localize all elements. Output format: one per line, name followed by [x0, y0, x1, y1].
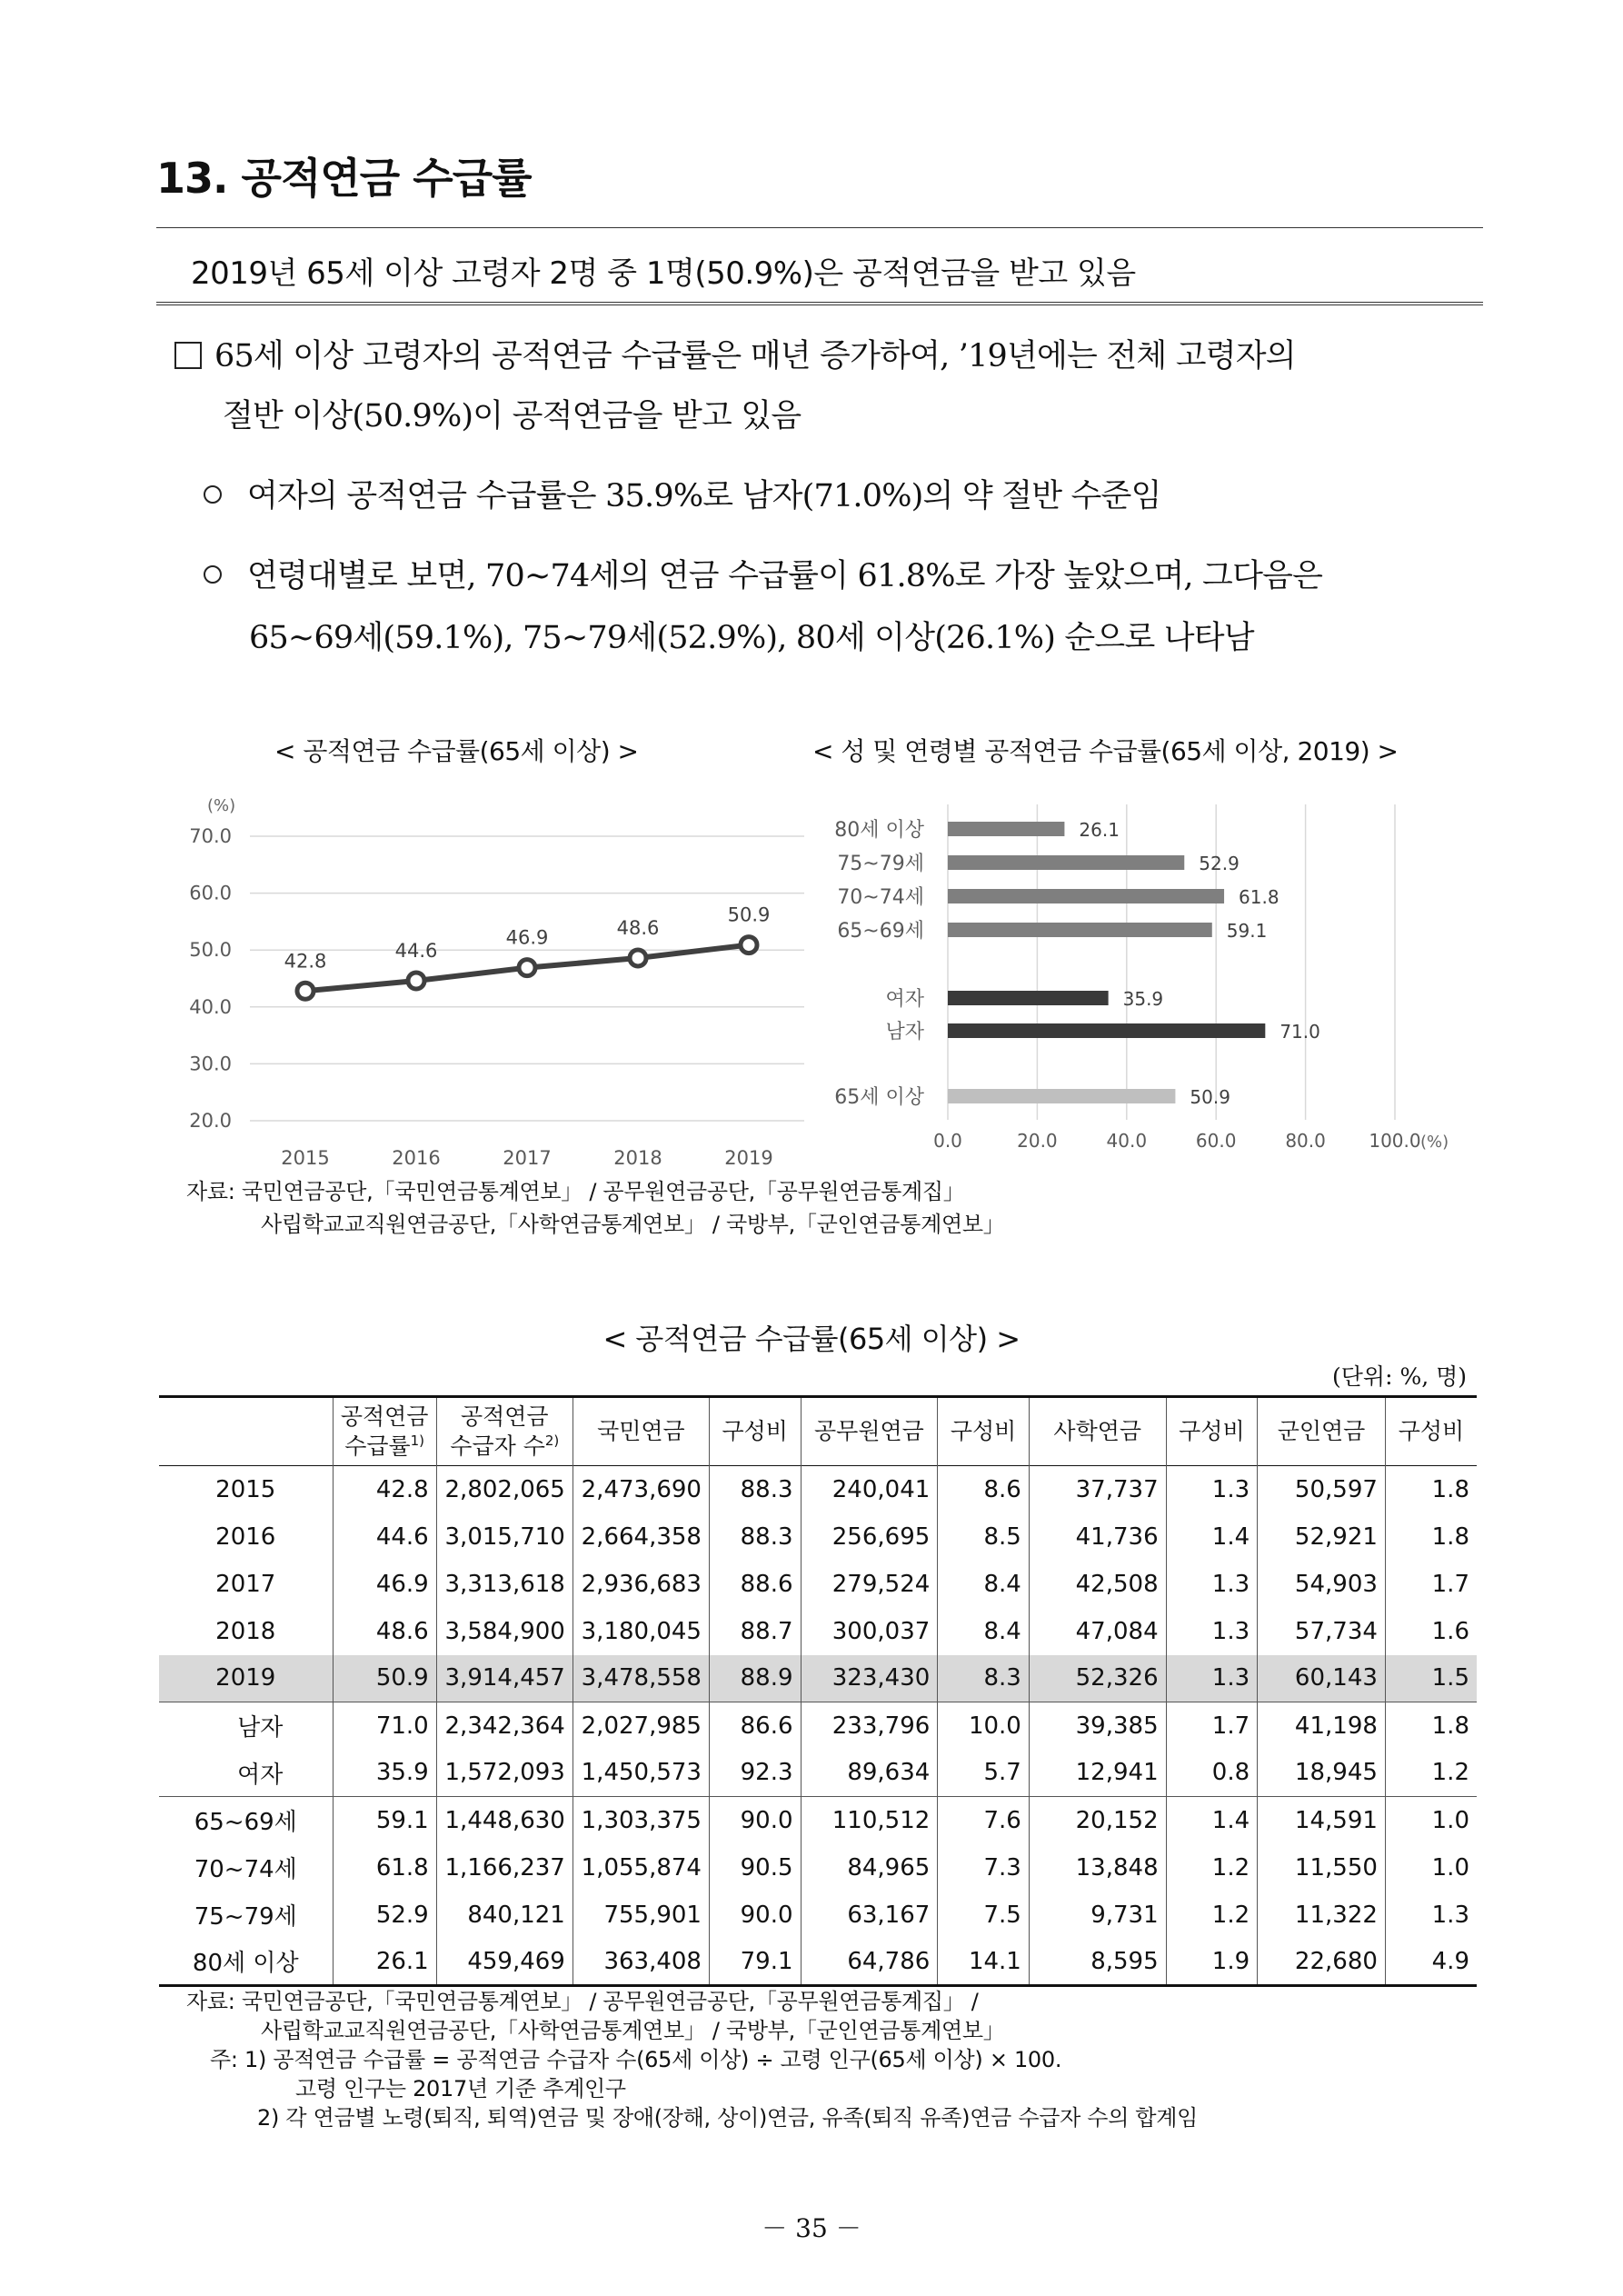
table-cell: 12,941	[1029, 1750, 1166, 1797]
table-unit: (단위: %, 명)	[1332, 1363, 1467, 1390]
table-cell: 52,921	[1258, 1513, 1386, 1561]
table-cell: 54,903	[1258, 1561, 1386, 1608]
table-cell: 42.8	[333, 1466, 436, 1513]
table-cell: 7.3	[938, 1844, 1030, 1892]
y-tick-label: 30.0	[189, 1053, 232, 1075]
table-cell: 1.3	[1166, 1655, 1258, 1702]
table-cell: 2,342,364	[436, 1702, 573, 1750]
table-cell: 8.4	[938, 1608, 1030, 1655]
table-cell: 256,695	[801, 1513, 938, 1561]
header-empty	[159, 1397, 333, 1466]
table-cell: 22,680	[1258, 1939, 1386, 1986]
row-label: 여자	[159, 1750, 333, 1797]
table-cell: 3,478,558	[573, 1655, 709, 1702]
table-cell: 1.0	[1385, 1844, 1477, 1892]
row-label: 2016	[215, 1522, 276, 1551]
table-row	[159, 1797, 1477, 1844]
table-cell: 279,524	[801, 1561, 938, 1608]
y-tick-label: 50.0	[189, 939, 232, 962]
table-cell: 1.7	[1166, 1702, 1258, 1750]
table-cell: 88.6	[709, 1561, 801, 1608]
table-cell: 1.6	[1385, 1608, 1477, 1655]
table-cell: 88.9	[709, 1655, 801, 1702]
header-share: 구성비	[709, 1397, 801, 1466]
table-cell: 90.0	[709, 1892, 801, 1939]
table-cell: 89,634	[801, 1750, 938, 1797]
summary-box: 2019년 65세 이상 고령자 2명 중 1명(50.9%)은 공적연금을 받고 있음	[156, 227, 1483, 305]
table-cell: 9,731	[1029, 1892, 1166, 1939]
category-label: 65~69세	[837, 920, 924, 943]
table-cell: 35.9	[333, 1750, 436, 1797]
table-cell: 7.5	[938, 1892, 1030, 1939]
table-cell: 8.4	[938, 1561, 1030, 1608]
row-label: 70~74세	[159, 1844, 333, 1892]
table-cell: 840,121	[436, 1892, 573, 1939]
table-row	[159, 1561, 1477, 1608]
table-row	[159, 1892, 1477, 1939]
table-cell: 3,015,710	[436, 1513, 573, 1561]
table-cell: 1.3	[1166, 1466, 1258, 1513]
chart-source-line-1: 자료: 국민연금공단,「국민연금통계연보」 / 공무원연금공단,「공무원연금통계집」	[186, 1179, 965, 1204]
x-tick-label: 80.0	[1285, 1130, 1326, 1152]
table-cell: 1.2	[1166, 1844, 1258, 1892]
table-cell: 18,945	[1258, 1750, 1386, 1797]
table-row	[159, 1939, 1477, 1986]
category-label: 65세 이상	[834, 1086, 924, 1109]
table-cell: 11,322	[1258, 1892, 1386, 1939]
table-cell: 37,737	[1029, 1466, 1166, 1513]
square-bullet-icon	[174, 342, 202, 369]
table-cell: 1.2	[1166, 1892, 1258, 1939]
table-cell: 8,595	[1029, 1939, 1166, 1986]
table-cell: 10.0	[938, 1702, 1030, 1750]
table-cell: 2,664,358	[573, 1513, 709, 1561]
table-cell: 86.6	[709, 1702, 801, 1750]
table-cell: 3,584,900	[436, 1608, 573, 1655]
table-cell: 1,055,874	[573, 1844, 709, 1892]
bar	[948, 822, 1064, 836]
table-cell: 79.1	[709, 1939, 801, 1986]
y-tick-label: 60.0	[189, 882, 232, 904]
data-label: 48.6	[616, 916, 660, 939]
header-military: 군인연금	[1258, 1397, 1386, 1466]
data-label: 59.1	[1226, 920, 1268, 942]
paragraph-1	[174, 329, 1296, 384]
table-cell: 1.9	[1166, 1939, 1258, 1986]
table-cell: 4.9	[1385, 1939, 1477, 1986]
table-cell: 300,037	[801, 1608, 938, 1655]
table-cell: 52.9	[333, 1892, 436, 1939]
table-cell: 47,084	[1029, 1608, 1166, 1655]
table-cell: 92.3	[709, 1750, 801, 1797]
table-cell: 90.0	[709, 1797, 801, 1844]
table-cell: 46.9	[333, 1561, 436, 1608]
table-cell: 71.0	[333, 1702, 436, 1750]
table-cell: 1.3	[1385, 1892, 1477, 1939]
x-tick-label: 2018	[613, 1147, 662, 1169]
table-cell: 11,550	[1258, 1844, 1386, 1892]
x-tick-label: 2015	[281, 1147, 330, 1169]
data-point	[519, 960, 535, 976]
row-label: 2015	[215, 1475, 276, 1503]
table-cell: 14.1	[938, 1939, 1030, 1986]
bar	[948, 1089, 1175, 1103]
y-tick-label: 40.0	[189, 995, 232, 1018]
paragraph-3-line-1: 연령대별로 보면, 70~74세의 연금 수급률이 61.8%로 가장 높았으며, 그다음은	[247, 558, 1323, 594]
x-tick-label: 40.0	[1106, 1130, 1148, 1152]
table-cell: 2,027,985	[573, 1702, 709, 1750]
table-cell: 1,166,237	[436, 1844, 573, 1892]
category-label: 75~79세	[837, 853, 924, 875]
table-cell: 1.3	[1166, 1608, 1258, 1655]
table-cell: 60,143	[1258, 1655, 1386, 1702]
header-share: 구성비	[938, 1397, 1030, 1466]
note-2: 2) 각 연금별 노령(퇴직, 퇴역)연금 및 장애(장해, 상이)연금, 유족(퇴직 유족)연금 수급자 수의 합계임	[257, 2105, 1199, 2131]
table-row	[159, 1702, 1477, 1750]
category-label: 70~74세	[837, 886, 924, 909]
row-label: 2019	[215, 1664, 276, 1692]
paragraph-2	[204, 469, 1161, 524]
table-cell: 240,041	[801, 1466, 938, 1513]
table-cell: 1.8	[1385, 1702, 1477, 1750]
y-tick-label: 70.0	[189, 825, 232, 847]
table-cell: 13,848	[1029, 1844, 1166, 1892]
header-national: 국민연금	[573, 1397, 709, 1466]
table-cell: 1.0	[1385, 1797, 1477, 1844]
header-recipients: 공적연금 수급자 수$^{2)}$	[436, 1397, 573, 1466]
table-cell: 48.6	[333, 1608, 436, 1655]
table-cell: 233,796	[801, 1702, 938, 1750]
table-cell: 110,512	[801, 1797, 938, 1844]
header-teachers: 사학연금	[1029, 1397, 1166, 1466]
table-cell: 14,591	[1258, 1797, 1386, 1844]
table-cell: 1.4	[1166, 1513, 1258, 1561]
table-cell: 1,572,093	[436, 1750, 573, 1797]
row-label: 남자	[159, 1702, 333, 1750]
data-point	[630, 950, 646, 966]
section-title: 13. 공적연금 수급률	[156, 154, 532, 203]
table-cell: 57,734	[1258, 1608, 1386, 1655]
table-cell: 63,167	[801, 1892, 938, 1939]
x-tick-label: 2017	[503, 1147, 552, 1169]
bar	[948, 1023, 1265, 1038]
data-point	[408, 973, 424, 989]
table-header-row	[159, 1397, 1477, 1466]
table-cell: 1.5	[1385, 1655, 1477, 1702]
bar-chart-title: < 성 및 연령별 공적연금 수급률(65세 이상, 2019) >	[812, 736, 1399, 766]
table-cell: 3,914,457	[436, 1655, 573, 1702]
row-label: 65~69세	[159, 1797, 333, 1844]
table-cell: 1.8	[1385, 1466, 1477, 1513]
y-tick-label: 20.0	[189, 1110, 232, 1132]
table-cell: 26.1	[333, 1939, 436, 1986]
x-tick-label: 60.0	[1195, 1130, 1237, 1152]
table-cell: 59.1	[333, 1797, 436, 1844]
table-source-line-1: 자료: 국민연금공단,「국민연금통계연보」 / 공무원연금공단,「공무원연금통계집」 /	[186, 1989, 979, 2014]
data-label: 42.8	[284, 950, 327, 973]
pension-table	[159, 1395, 1477, 1987]
table-cell: 1.2	[1385, 1750, 1477, 1797]
row-label: 2018	[215, 1617, 276, 1645]
table-cell: 44.6	[333, 1513, 436, 1561]
table-cell: 88.3	[709, 1513, 801, 1561]
table-cell: 1.7	[1385, 1561, 1477, 1608]
bar	[948, 923, 1212, 937]
paragraph-3	[204, 549, 1322, 604]
table-cell: 3,313,618	[436, 1561, 573, 1608]
table-cell: 50,597	[1258, 1466, 1386, 1513]
table-cell: 1.8	[1385, 1513, 1477, 1561]
table-cell: 1.3	[1166, 1561, 1258, 1608]
paragraph-1-line-2: 절반 이상(50.9%)이 공적연금을 받고 있음	[223, 398, 802, 434]
data-label: 52.9	[1199, 853, 1240, 874]
paragraph-1-line-1: 65세 이상 고령자의 공적연금 수급률은 매년 증가하여, ’19년에는 전체 고령자의	[214, 338, 1296, 374]
table-cell: 459,469	[436, 1939, 573, 1986]
header-share: 구성비	[1166, 1397, 1258, 1466]
data-label: 44.6	[394, 940, 438, 963]
table-cell: 0.8	[1166, 1750, 1258, 1797]
table-cell: 755,901	[573, 1892, 709, 1939]
x-tick-label: 20.0	[1017, 1130, 1058, 1152]
header-civil: 공무원연금	[801, 1397, 938, 1466]
x-tick-label: 0.0	[933, 1130, 962, 1152]
row-label: 75~79세	[159, 1892, 333, 1939]
data-label: 26.1	[1079, 819, 1120, 841]
table-row	[159, 1466, 1477, 1513]
table-cell: 5.7	[938, 1750, 1030, 1797]
x-tick-label: 2019	[724, 1147, 773, 1169]
y-unit-label: (%)	[207, 796, 236, 815]
table-cell: 3,180,045	[573, 1608, 709, 1655]
table-cell: 84,965	[801, 1844, 938, 1892]
note-1-continued: 고령 인구는 2017년 기준 추계인구	[295, 2076, 626, 2101]
line-chart-title: < 공적연금 수급률(65세 이상) >	[274, 736, 639, 766]
table-source-line-2: 사립학교교직원연금공단,「사학연금통계연보」 / 국방부,「군인연금통계연보」	[261, 2018, 1005, 2043]
x-tick-label: 100.0	[1369, 1130, 1421, 1152]
table-row	[159, 1608, 1477, 1655]
data-label: 71.0	[1279, 1021, 1320, 1043]
table-cell: 41,736	[1029, 1513, 1166, 1561]
table-cell: 1,448,630	[436, 1797, 573, 1844]
table-cell: 61.8	[333, 1844, 436, 1892]
category-label: 80세 이상	[834, 819, 924, 842]
table-cell: 50.9	[333, 1655, 436, 1702]
table-cell: 88.7	[709, 1608, 801, 1655]
row-label: 2017	[215, 1570, 276, 1598]
data-label: 50.9	[1190, 1086, 1230, 1108]
table-cell: 20,152	[1029, 1797, 1166, 1844]
table-cell: 88.3	[709, 1466, 801, 1513]
table-cell: 64,786	[801, 1939, 938, 1986]
table-title: < 공적연금 수급률(65세 이상) >	[602, 1322, 1021, 1356]
category-label: 남자	[885, 1021, 924, 1043]
bar-chart	[809, 791, 1481, 1173]
data-point	[297, 983, 314, 999]
data-label: 61.8	[1239, 886, 1279, 908]
table-cell: 7.6	[938, 1797, 1030, 1844]
table-cell: 42,508	[1029, 1561, 1166, 1608]
page-number: － 35 －	[762, 2213, 861, 2243]
table-cell: 1,303,375	[573, 1797, 709, 1844]
table-cell: 2,936,683	[573, 1561, 709, 1608]
table-cell: 8.3	[938, 1655, 1030, 1702]
paragraph-2-text: 여자의 공적연금 수급률은 35.9%로 남자(71.0%)의 약 절반 수준임	[247, 478, 1161, 514]
table-cell: 41,198	[1258, 1702, 1386, 1750]
note-1: 주: 1) 공적연금 수급률 = 공적연금 수급자 수(65세 이상) ÷ 고령 인구(65세 이상) × 100.	[210, 2047, 1062, 2072]
data-label: 35.9	[1122, 988, 1164, 1010]
paragraph-3-line-2: 65~69세(59.1%), 75~79세(52.9%), 80세 이상(26.1%) 순으로 나타남	[249, 620, 1254, 656]
header-share: 구성비	[1385, 1397, 1477, 1466]
bar	[948, 855, 1184, 870]
table-row	[159, 1750, 1477, 1797]
chart-source-line-2: 사립학교교직원연금공단,「사학연금통계연보」 / 국방부,「군인연금통계연보」	[261, 1212, 1005, 1237]
bar	[948, 991, 1109, 1005]
table-row	[159, 1655, 1477, 1702]
data-point	[741, 937, 757, 953]
table-cell: 2,802,065	[436, 1466, 573, 1513]
table-cell: 1,450,573	[573, 1750, 709, 1797]
table-cell: 323,430	[801, 1655, 938, 1702]
circle-bullet-icon	[204, 565, 222, 584]
table-cell: 39,385	[1029, 1702, 1166, 1750]
table-cell: 363,408	[573, 1939, 709, 1986]
table-cell: 90.5	[709, 1844, 801, 1892]
row-label: 80세 이상	[159, 1939, 333, 1986]
table-cell: 8.6	[938, 1466, 1030, 1513]
data-label: 50.9	[727, 903, 771, 926]
table-notes	[186, 1987, 1198, 2132]
header-rate: 공적연금 수급률$^{1)}$	[333, 1397, 436, 1466]
table-cell: 8.5	[938, 1513, 1030, 1561]
table-row	[159, 1513, 1477, 1561]
table-cell: 2,473,690	[573, 1466, 709, 1513]
table-row	[159, 1844, 1477, 1892]
bar	[948, 889, 1224, 903]
table-cell: 1.4	[1166, 1797, 1258, 1844]
table-cell: 52,326	[1029, 1655, 1166, 1702]
circle-bullet-icon	[204, 485, 222, 504]
x-tick-label: 2016	[392, 1147, 441, 1169]
x-unit-label: (%)	[1420, 1133, 1449, 1152]
data-label: 46.9	[505, 926, 549, 949]
category-label: 여자	[885, 988, 924, 1011]
line-chart	[164, 791, 818, 1173]
